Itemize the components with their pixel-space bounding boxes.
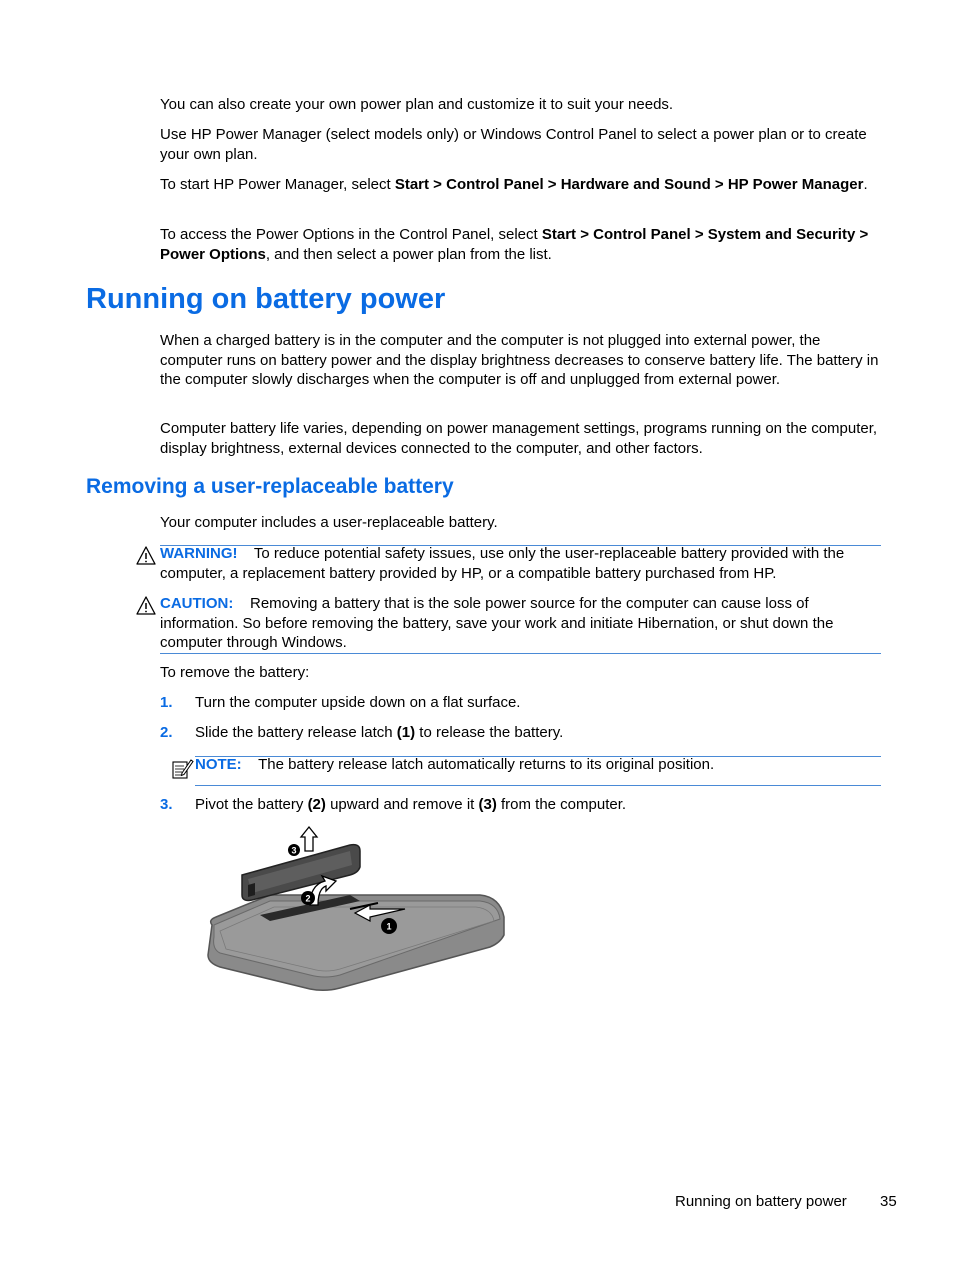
- callout-2-label: 2: [305, 893, 311, 904]
- subsection-paragraph-2: To remove the battery:: [160, 664, 310, 681]
- callout-1-label: 1: [386, 921, 392, 932]
- note-icon: [170, 757, 194, 781]
- subsection-title: Removing a user-replaceable battery: [86, 475, 454, 498]
- p4-text: To access the Power Options in the Control Panel, select: [160, 226, 542, 243]
- warning-icon: [136, 546, 156, 565]
- footer-title: Running on battery power: [675, 1193, 847, 1210]
- step-3-pre: Pivot the battery: [195, 796, 308, 813]
- intro-paragraph-3: [160, 175, 885, 195]
- step-3-callout-3: (3): [478, 796, 497, 813]
- step-3-text: [195, 796, 626, 813]
- step-3-mid: upward and remove it: [325, 796, 479, 813]
- caution-body: Removing a battery that is the sole power source for the computer can cause loss of information. So before removing the battery, save your work and initiate Hibernation, or shut down the computer through Windows.: [160, 595, 834, 651]
- step-3-number: 3.: [160, 796, 173, 813]
- battery-removal-illustration: [200, 825, 510, 995]
- caution-rule: [160, 653, 881, 654]
- note-text: [195, 755, 881, 775]
- subsection-paragraph-1: Your computer includes a user-replaceable battery.: [160, 514, 498, 531]
- p4-end: , and then select a power plan from the list.: [265, 245, 552, 263]
- intro-paragraph-1: You can also create your own power plan and customize it to suit your needs.: [160, 96, 674, 113]
- step-2-pre: Slide the battery release latch: [195, 724, 397, 741]
- p3-text: To start HP Power Manager, select: [160, 176, 395, 193]
- section-paragraph-2: Computer battery life varies, depending on power management settings, programs running on the computer, display brightness, external devices connected to the computer, and other factors.: [160, 420, 878, 457]
- step-1-text: Turn the computer upside down on a flat surface.: [195, 694, 521, 711]
- page-number: 35: [880, 1193, 897, 1210]
- warning-label: WARNING!: [160, 545, 238, 562]
- intro-paragraph-4: [160, 225, 885, 264]
- step-2-number: 2.: [160, 724, 173, 741]
- step-3-callout-2: (2): [307, 796, 326, 813]
- note-body: The battery release latch automatically returns to its original position.: [258, 756, 715, 773]
- callout-2: [301, 891, 315, 905]
- section-paragraph-1: When a charged battery is in the computer and the computer is not plugged into external power, the computer runs on battery power and the display brightness decreases to conserve battery life. The battery in the computer slowly discharges when the computer is off and unplugged from external power.: [160, 332, 879, 388]
- p3-end: .: [863, 176, 868, 193]
- step-2-post: to release the battery.: [415, 724, 564, 741]
- note-bottom-rule: [195, 785, 881, 786]
- callout-3: [288, 844, 300, 856]
- intro-paragraph-2: Use HP Power Manager (select models only) or Windows Control Panel to select a power plan or to create your own plan.: [160, 126, 867, 163]
- step-3-post: from the computer.: [496, 796, 627, 813]
- p4-path: Start > Control Panel > System and Security > Power Options: [160, 226, 869, 263]
- caution-icon: [136, 596, 156, 615]
- step-1-number: 1.: [160, 694, 173, 711]
- caution-label: CAUTION:: [160, 595, 234, 612]
- warning-text: [160, 544, 881, 583]
- note-label: NOTE:: [195, 756, 242, 773]
- callout-3-label: 3: [291, 845, 297, 856]
- callout-1: [381, 918, 397, 934]
- warning-body: To reduce potential safety issues, use only the user-replaceable battery provided with the computer, a replacement battery provided by HP, or a compatible battery purchased from HP.: [160, 545, 845, 582]
- caution-text: [160, 594, 885, 653]
- step-2-text: [195, 724, 563, 741]
- section-title: Running on battery power: [86, 283, 446, 315]
- p3-path: Start > Control Panel > Hardware and Sound > HP Power Manager: [394, 176, 864, 193]
- step-2-callout: (1): [396, 724, 416, 741]
